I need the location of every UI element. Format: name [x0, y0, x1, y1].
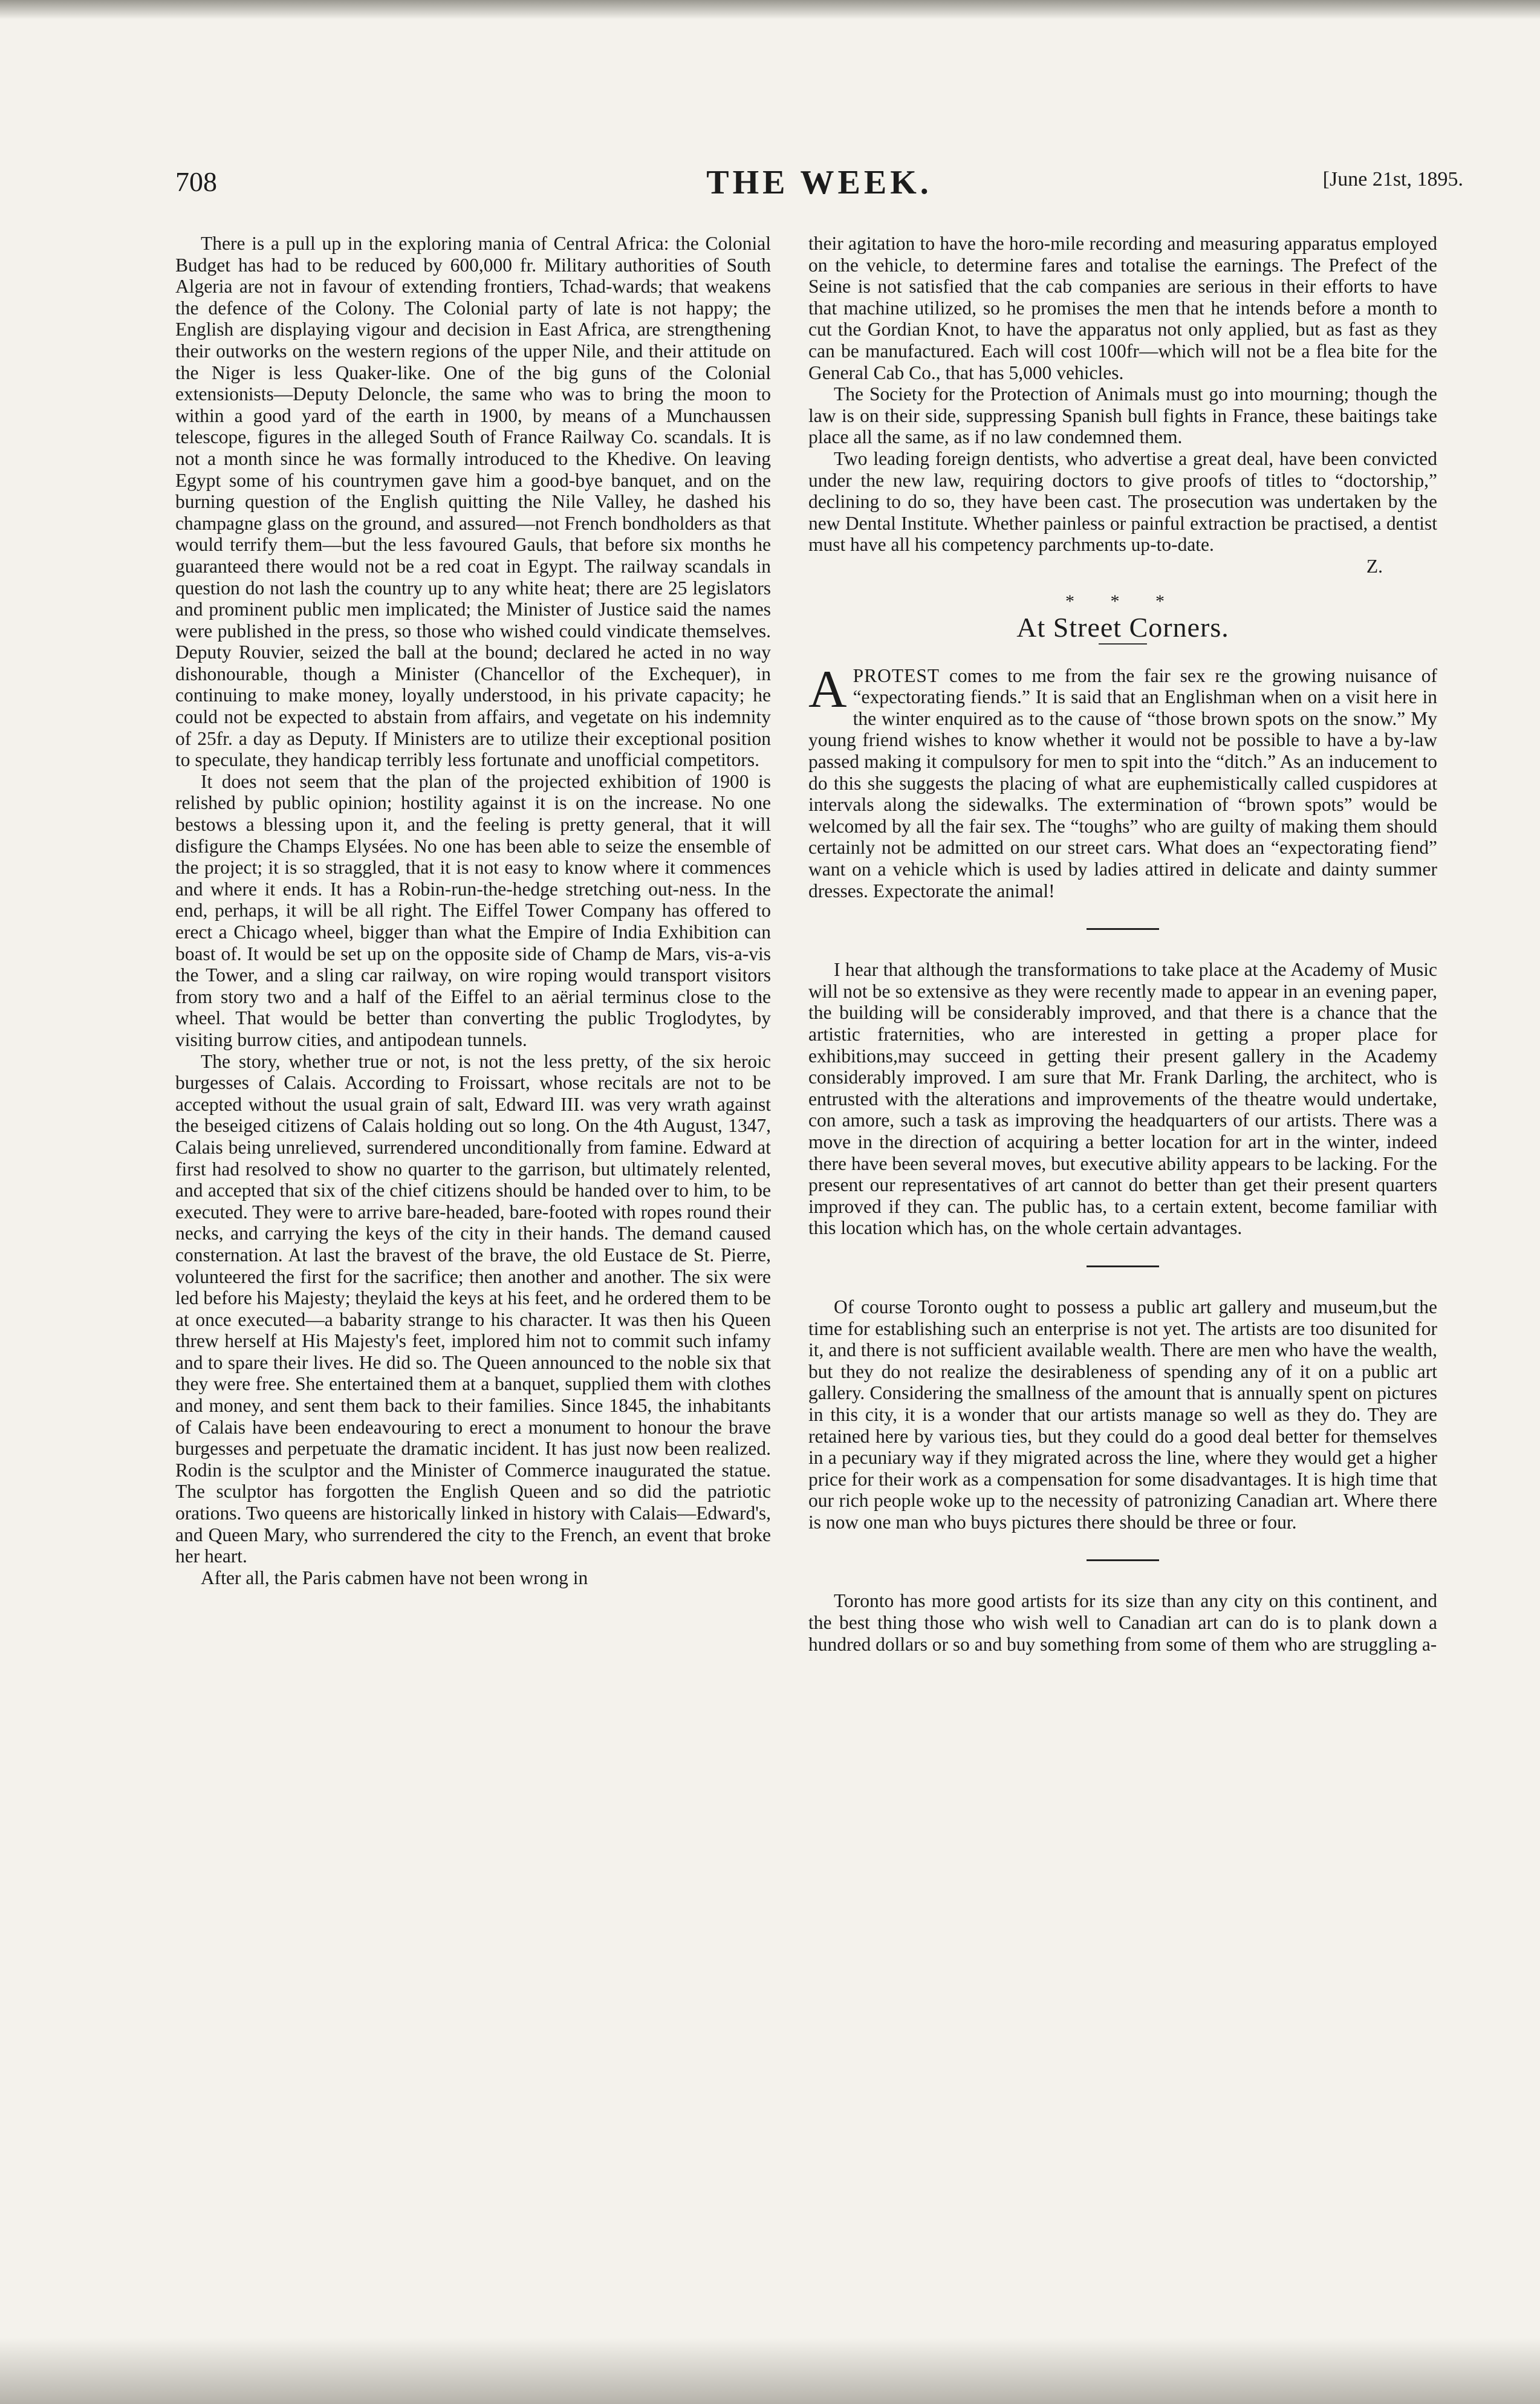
separator-rule	[1087, 1559, 1159, 1561]
section-title: At Street Corners.	[1016, 612, 1229, 643]
paragraph-dentists: Two leading foreign dentists, who advertise a great deal, have been convicted under the new law, requiring doctors to give proofs of titles to “doctorship,” declining to do so, they have been cast. The prosecution was undertaken by the new Dental Institute. Whether painless or painful extraction be practised, a dentist must have all his competency parchments up-to-date.	[808, 447, 1437, 556]
separator-rule	[1087, 1265, 1159, 1267]
drop-cap: A	[808, 660, 847, 719]
section-stars: * * *	[1065, 591, 1180, 611]
paragraph-colonial: There is a pull up in the exploring mania of Central Africa: the Colonial Budget has had to be reduced by 600,000 fr. Military authorities of South Algeria are not in favour of extending frontiers, Tchad-wards; that weakens the defence of the Colony. The Colonial party of late is not happy; the English are displaying vigour and decision in East Africa, are strengthening their outworks on the western regions of the upper Nile, and their attitude on the Niger is less Quaker-like. One of the big guns of the Colonial extensionists—Deputy Deloncle, the same who was to bring the moon to within a good yard of the earth in 1900, by means of a Munchaussen telescope, figures in the alleged South of France Railway Co. scandals. It is not a month since he was formally introduced to the Khedive. On leaving Egypt some of his countrymen gave him a good-bye banquet, and on the burning question of the English quitting the Nile Valley, he dashed his champagne glass on the ground, and assured—not French bondholders as that would terrify them—but the less favoured Gauls, that before six months he guaranteed there would not be a red coat in Egypt. The railway scandals in question do not lash the country up to any white heat; there are 25 legislators and prominent public men implicated; the Minister of Justice said the names were published in the press, so those who wished could vindicate themselves. Deputy Rouvier, seized the ball at the bound; declared he acted in no way dishonourable, though a Minister (Chancellor of the Exchequer), in continuing to make money, loyally understood, in his private capacity; he could not be expected to abstain from affairs, and vegetate on his indemnity of 25fr. a day as Deputy. If Ministers are to utilize their exceptional position to speculate, they handicap terribly less fortunate and unofficial competitors.	[175, 233, 771, 771]
paragraph-cabmen-start: After all, the Paris cabmen have not been wrong in	[201, 1567, 588, 1588]
paragraph-academy: I hear that although the transformations to take place at the Academy of Music will not be so extensive as they were recently made to appear in an evening paper, the building will be considerably improved, and that there is a chance that the artistic fraternities, who are interested in getting a proper place for exhibitions,may succeed in getting their present gallery in the Academy considerably improved. I am sure that Mr. Frank Darling, the architect, who is entrusted with the alterations and improvements of the theatre would undertake, con amore, such a task as improving the headquarters of our artists. There was a move in the direction of acquiring a better location for art in the winter, indeed there have been several moves, but executive ability appears to be lacking. For the present our representatives of art cannot do better than get their present quarters improved if they can. The public has, to a certain extent, become familiar with this location which has, on the whole certain advantages.	[808, 959, 1437, 1239]
lead-word: PROTEST	[853, 664, 940, 686]
issue-date: [June 21st, 1895.	[1322, 168, 1463, 190]
paragraph-protest	[808, 660, 1437, 902]
paragraph-animals: The Society for the Protection of Animals must go into mourning; though the law is on their side, suppressing Spanish bull fights in France, these baitings take place all the same, as if no law condemned them.	[808, 383, 1437, 448]
author-signature: Z.	[1366, 555, 1383, 577]
paragraph-toronto: Toronto has more good artists for its size than any city on this continent, and the best thing those who wish well to Canadian art can do is to plank down a hundred dollars or so and buy something from some of them who are struggling a-	[808, 1590, 1437, 1655]
masthead: THE WEEK.	[706, 164, 932, 201]
page-header	[175, 163, 1463, 212]
separator-rule	[1087, 928, 1159, 930]
paragraph-cabmen-cont: their agitation to have the horo-mile recording and measuring apparatus employed on the vehicle, to determine fares and totalise the earnings. The Prefect of the Seine is not satisfied that the cab companies are serious in their efforts to have that machine utilized, so he promises the men that he intends before a month to cut the Gordian Knot, to have the apparatus not only applied, but as fast as they can be manufactured. Each will cost 100fr—which will not be a flea bite for the General Cab Co., that has 5,000 vehicles.	[808, 233, 1437, 383]
title-rule	[1099, 643, 1147, 645]
scan-edge-bottom	[0, 2337, 1540, 2404]
protest-text: comes to me from the fair sex re the growing nuisance of “expectorating fiends.” It is said that an Englishman when on a visit here in the winter enquired as to the cause of “those brown spots on the snow.” My young friend wishes to know whether it would not be possible to have a by-law passed making it compulsory for men to spit into the “ditch.” As an inducement to do this she suggests the placing of what are euphemistically called cuspidores at intervals along the sidewalks. The extermination of “brown spots” would be welcomed by all the fair sex. The “toughs” who are guilty of making them should certainly not be admitted on our street cars. What does an “expectorating fiend” want on a vehicle which is used by ladies attired in delicate and dainty summer dresses. Expectorate the animal!	[808, 664, 1437, 902]
paragraph-exhibition: It does not seem that the plan of the projected exhibition of 1900 is relished by public opinion; hostility against it is on the increase. No one bestows a blessing upon it, and the feeling is pretty general, that it will disfigure the Champs Elysées. No one has been able to seize the ensemble of the project; it is so straggled, that it is not easy to know where it commences and where it ends. It has a Robin-run-the-hedge stretching out-ness. In the end, perhaps, it will be all right. The Eiffel Tower Company has offered to erect a Chicago wheel, bigger than what the Empire of India Exhibition can boast of. It would be set up on the opposite side of Champ de Mars, vis-a-vis the Tower, and a sling car railway, on wire roping would transport visitors from story two and a half of the Eiffel to an aërial terminus close to the wheel. That would be better than converting the public Troglodytes, by visiting burrow cities, and antipodean tunnels.	[175, 770, 771, 1050]
right-column	[808, 233, 1437, 1655]
page-number: 708	[175, 166, 217, 197]
left-column	[175, 233, 771, 1588]
paragraph-calais: The story, whether true or not, is not the less pretty, of the six heroic burgesses of Calais. According to Froissart, whose recitals are not to be accepted without the usual grain of salt, Edward III. was very wrath against the beseiged citizens of Calais holding out so long. On the 4th August, 1347, Calais being unrelieved, surrendered unconditionally from famine. Edward at first had resolved to show no quarter to the garrison, but ultimately relented, and accepted that six of the chief citizens should be handed over to him, to be executed. They were to arrive bare-headed, bare-footed with ropes round their necks, and carrying the keys of the city in their hands. The demand caused consternation. At last the bravest of the brave, the old Eustace de St. Pierre, volunteered the first for the sacrifice; then another and another. The six were led before his Majesty; theylaid the keys at his feet, and he ordered them to be at once executed—a babarity strange to his character. It was then his Queen threw herself at His Majesty's feet, implored him not to commit such infamy and to spare their lives. He did so. The Queen announced to the noble six that they were free. She entertained them at a banquet, supplied them with clothes and money, and sent them back to their families. Since 1845, the inhabitants of Calais have been endeavouring to erect a monument to honour the brave burgesses and perpetuate the dramatic incident. It has just now been realized. Rodin is the sculptor and the Minister of Commerce inaugurated the statue. The sculptor has forgotten the English Queen and so did the patriotic orations. Two queens are historically linked in history with Calais—Edward's, and Queen Mary, who surrendered the city to the French, an event that broke her heart.	[175, 1050, 771, 1567]
paragraph-gallery: Of course Toronto ought to possess a public art gallery and museum,but the time for establishing such an enterprise is not yet. The artists are too disunited for it, and there is not sufficient available wealth. There are men who have the wealth, but they do not realize the desirableness of spending any of it on a public art gallery. Considering the smallness of the amount that is annually spent on pictures in this city, it is a wonder that our artists manage so well as they do. They are retained here by various ties, but they could do a good deal better for themselves in a pecuniary way if they migrated across the line, where they would get a higher price for their work as a compensation for some disadvantages. It is high time that our rich people woke up to the necessity of patronizing Canadian art. Where there is now one man who buys pictures there should be three or four.	[808, 1296, 1437, 1533]
scan-edge-top	[0, 0, 1540, 19]
